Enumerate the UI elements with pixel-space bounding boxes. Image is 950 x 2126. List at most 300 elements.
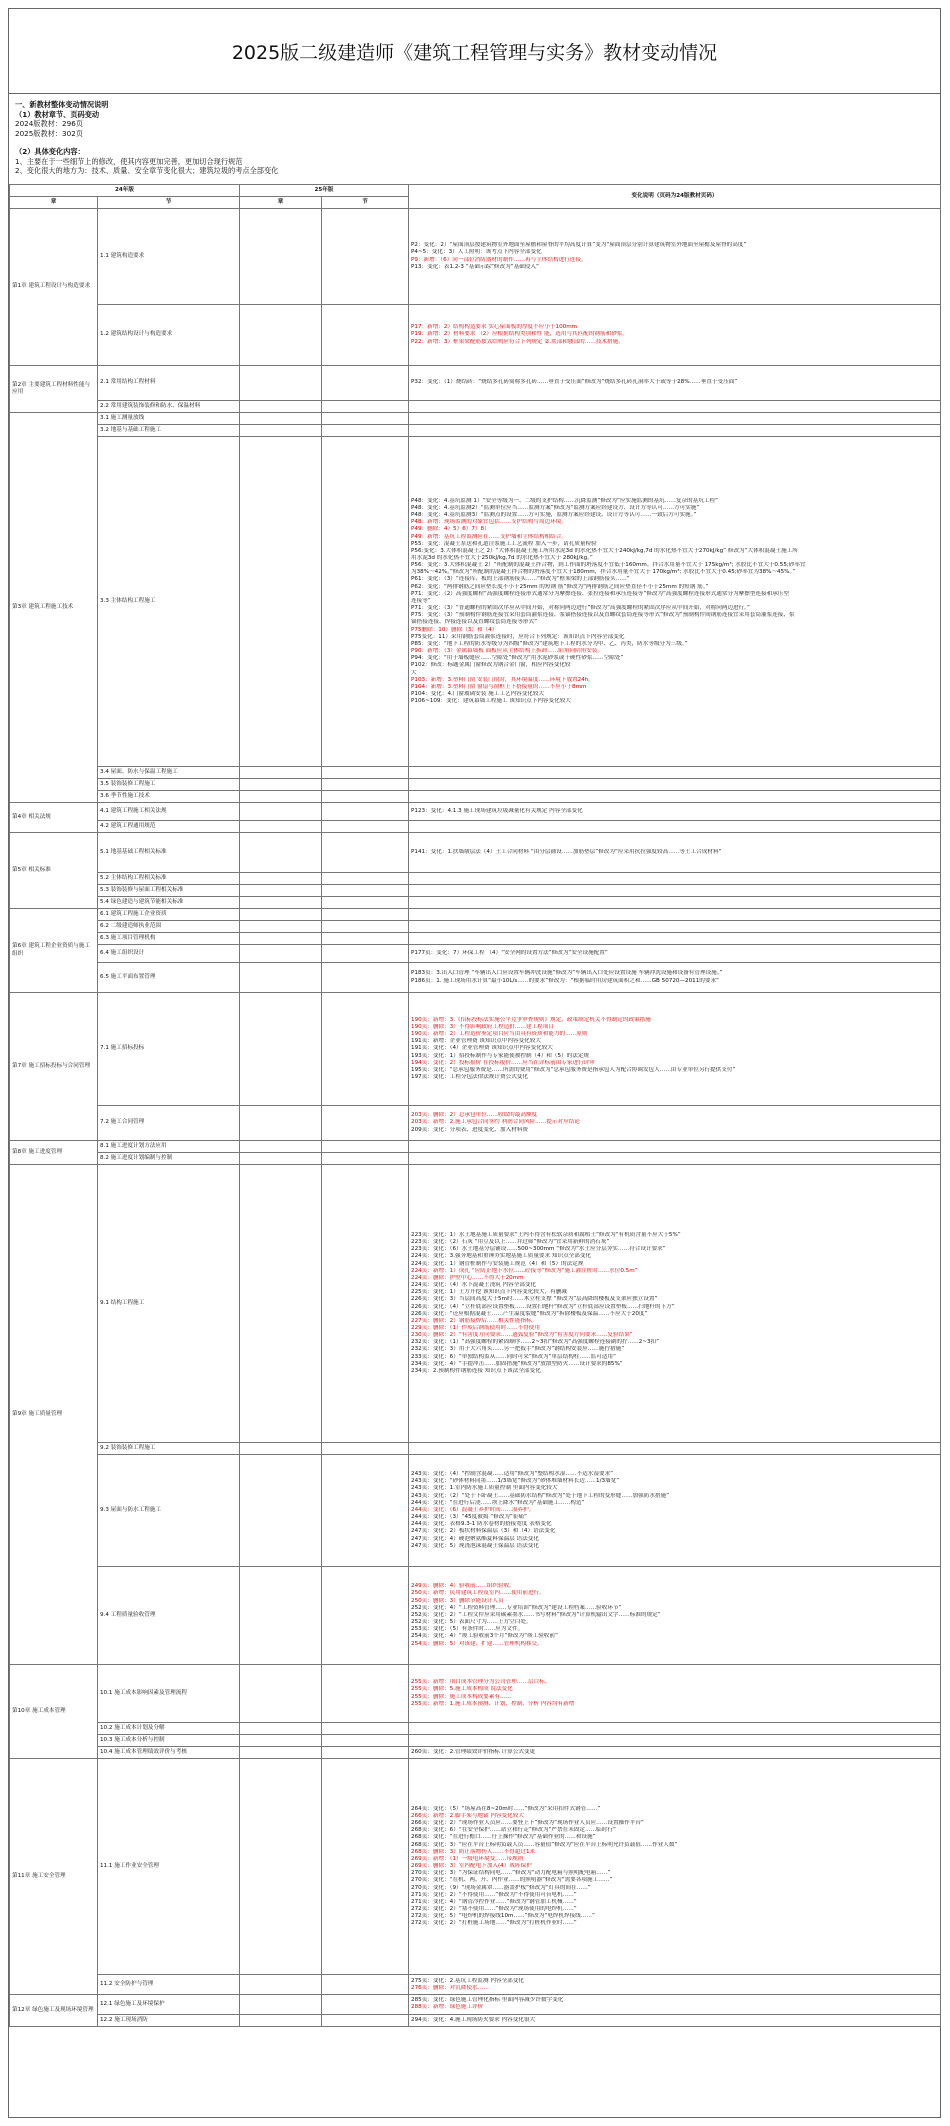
change-line: P123：变化：4.1.3 施工现场建筑垃圾减量化有关规定 内容全部变化 — [411, 807, 583, 814]
table-row — [10, 897, 941, 909]
empty-cell — [322, 791, 409, 803]
change-line: 193页：变化：1）招投标制作与专家能使被控制（4）和（5）的法定规 — [411, 1052, 590, 1059]
empty-cell — [240, 305, 322, 366]
table-row — [10, 945, 941, 963]
change-line: P106~109：变化：建筑幕墙工程施工 该知识点下内容变化较大 — [411, 698, 571, 705]
table-row — [10, 767, 941, 779]
header-section: 节 — [98, 197, 240, 209]
empty-cell — [240, 425, 322, 437]
change-line: P32：变化：（1）烧结砖：“烧结多孔砖简称多孔砖……垂直于受压面”修改为“烧结多孔砖孔洞率大于或等于28%……垂直于受压面” — [411, 379, 738, 386]
empty-cell — [322, 401, 409, 413]
section-cell: 9.3 屋面与防水工程施工 — [98, 1455, 240, 1567]
empty-cell — [240, 1665, 322, 1723]
empty-cell — [240, 366, 322, 401]
change-line: 252页：变化：4）“工程资料管理……专业培训”修改为“建设工程档案……验收环节” — [411, 1604, 622, 1611]
empty-cell — [322, 909, 409, 921]
change-line: P71：变化：（2）高强度螺栓“高强度螺栓连接形式通常分为摩擦连接、张拉连接和承压连接等”修改为“高强度螺栓连接形式通常分为摩擦型连接和承压型 — [411, 590, 789, 597]
empty-cell — [322, 1975, 409, 1995]
table-row — [10, 1735, 941, 1747]
change-line: 270页：变化：“在机、两、开、内作业……的照明器”修改为“需要各项施工……” — [411, 1877, 613, 1884]
chapter-cell: 第9章 施工质量管理 — [10, 1165, 98, 1665]
change-line: 294页：变化：4.施工现场防火要求 内容变化很大 — [411, 2016, 536, 2023]
change-line: 270页：变化：3）“为保证结构同电……”修改为“动力配电箱与照明配电箱……” — [411, 1870, 611, 1877]
table-row — [10, 791, 941, 803]
empty-cell — [240, 1975, 322, 1995]
change-cell — [409, 1153, 941, 1165]
subsection-heading: （1）教材章节、页码变动 — [15, 109, 100, 119]
change-line: 288页：新增：绿色施工评价 — [411, 2004, 484, 2011]
empty-cell — [322, 885, 409, 897]
section-cell: 2.1 常用结构工程材料 — [98, 366, 240, 401]
change-cell — [409, 833, 941, 873]
table-row — [10, 437, 941, 767]
change-line: 270页：变化：（9）“现场金属罩……器盖护板”修改为“灯具的间在……” — [411, 1884, 591, 1891]
chapter-cell: 第10章 施工成本管理 — [10, 1665, 98, 1759]
change-line: 锚搭接连接、焊接连接以及直螺纹套筒连接等形式” — [411, 619, 537, 626]
change-line: 247页：变化：4）硬泡聚氨酯夏料保温层 语法变化 — [411, 1535, 539, 1542]
change-table — [9, 184, 941, 2027]
empty-cell — [240, 833, 322, 873]
empty-cell — [322, 1759, 409, 1975]
chapter-cell: 第1章 建筑工程设计与构造要求 — [10, 209, 98, 366]
section-cell: 1.1 建筑构造要求 — [98, 209, 240, 305]
change-line: 用水泥3d 的水化热不宜大于250kJ/kg,7d 的水化热不宜大于 280kJ/kg。” — [411, 555, 593, 562]
change-line: 249页：删除：4）验收前……组织验收。 — [411, 1583, 515, 1590]
empty-cell — [240, 993, 322, 1106]
empty-cell — [240, 1455, 322, 1567]
empty-cell — [322, 945, 409, 963]
empty-cell — [240, 897, 322, 909]
change-cell — [409, 1735, 941, 1747]
change-cell — [409, 1165, 941, 1443]
empty-cell — [240, 963, 322, 993]
empty-cell — [322, 921, 409, 933]
section-cell: 8.2 施工进度计划编制与控制 — [98, 1153, 240, 1165]
empty-cell — [240, 1443, 322, 1455]
empty-cell — [322, 1141, 409, 1153]
change-line: 243页：变化：“砂体材料同墨……1/3墙宽”修改为“砂体堆墙材料长边……1/3墙宽” — [411, 1478, 620, 1485]
change-cell — [409, 921, 941, 933]
change-line: P75删除：10）删除（3）和（4） — [411, 626, 498, 633]
change-line: 250页：删除：3）删除节能设计人员 — [411, 1597, 504, 1604]
table-row — [10, 1995, 941, 2014]
header-2025: 25年版 — [240, 185, 409, 197]
change-line: 190页：新增：3.《招标投标法实施公平竞争审查规则》规定，政策制定机关不得制定的政策措施 — [411, 1016, 651, 1023]
empty-cell — [240, 1106, 322, 1141]
table-row — [10, 933, 941, 945]
change-cell — [409, 1665, 941, 1723]
change-line: 243页：变化：（4）“控制含混凝……适用”修改为“整结构水湿……不适水湿要求” — [411, 1471, 614, 1478]
change-line: 为38%～42%。”修改为“所配制的混凝土拌合物的坍落度不宜大于180mm，拌合水用量不宜大于 170kg/m³; 水胶比不宜大于0.45;砂率宜为38%～45%。” — [411, 569, 796, 576]
change-line: 272页：变化：2）“塞不使用……”修改为“现场使用的电焊机……” — [411, 1906, 577, 1913]
section-cell: 6.4 施工组织设计 — [98, 945, 240, 963]
empty-cell — [240, 1723, 322, 1735]
change-line: P104：变化：4.门窗玻璃安装 施工工艺内容变化较大 — [411, 690, 545, 697]
change-line: 191页：变化：（4）企业管理费 该知识点中内容变化较大 — [411, 1045, 553, 1052]
change-cell — [409, 821, 941, 833]
change-line: 244页：变化：（6）混凝土养护时间……湿养护。 — [411, 1506, 535, 1513]
table-row — [10, 873, 941, 885]
empty-cell — [322, 1106, 409, 1141]
table-row — [10, 821, 941, 833]
document-title: 2025版二级建造师《建筑工程管理与实务》教材变动情况 — [9, 9, 940, 94]
page-count-2025: 2025版教材：302页 — [15, 129, 83, 139]
empty-cell — [322, 1747, 409, 1759]
change-line: 203页：新增：2.施工承包合同签约 利润合同风险……提示对应结论 — [411, 1119, 580, 1126]
change-cell — [409, 945, 941, 963]
change-line: P102：修改：标题金属门窗修改为钢合金门窗，相应内容变化较 — [411, 662, 571, 669]
section-cell: 12.1 绿色施工及环境保护 — [98, 1995, 240, 2014]
change-line: 272页：变化：2）“打桩施工场地……”修改为“打桩机作业时……” — [411, 1920, 577, 1927]
change-cell — [409, 1567, 941, 1665]
table-row — [10, 1747, 941, 1759]
change-line: P49：新增：基坑工程监测应在……支护墙和主体结构相结合。 — [411, 533, 567, 540]
empty-cell — [240, 2014, 322, 2026]
empty-cell — [240, 779, 322, 791]
intro-item: 2、变化很大的地方为：技术、质量、安全章节变化很大；建筑垃圾的考点全部变化 — [15, 166, 279, 176]
section-cell: 2.2 常用建筑装饰装修和防水、保温材料 — [98, 401, 240, 413]
section-cell: 11.2 安全防护与管理 — [98, 1975, 240, 1995]
table-row — [10, 305, 941, 366]
chapter-cell: 第8章 施工进度管理 — [10, 1141, 98, 1165]
change-line: 195页：变化：“总承包服务费是……所需的费用”修改为“总承包服务费是指承包人为配合协调发包人……由专业单位另行提供支付” — [411, 1066, 736, 1073]
section-cell: 10.4 施工成本管理绩效评价与考核 — [98, 1747, 240, 1759]
change-line: P141：变化：1.扶墙墩层法（4）土工合同材料 “由分层铺设……加筋垫层”修改为“应采用抗拉强度较高……等土工合成材料” — [411, 848, 722, 855]
table-row — [10, 1759, 941, 1975]
section-cell: 3.4 屋面、防水与保温工程施工 — [98, 767, 240, 779]
change-line: 253页：变化：（5）有条件时……应为文件。 — [411, 1626, 524, 1633]
section-cell: 5.4 绿色建造与建筑节能相关标准 — [98, 897, 240, 909]
empty-cell — [322, 821, 409, 833]
change-line: 大 — [411, 669, 417, 676]
section-cell: 3.5 装饰装修工程施工 — [98, 779, 240, 791]
change-line: P19：新增：2）材料要求 （2）应根据结构类别和性 能，选用与其匹配的钢筋和砂浆。 — [411, 331, 628, 338]
empty-cell — [240, 885, 322, 897]
empty-cell — [322, 873, 409, 885]
empty-cell — [240, 803, 322, 821]
table-row — [10, 413, 941, 425]
table-row — [10, 2014, 941, 2026]
change-line: P55：变化：混凝土泵送和孔道注浆施工工艺流程 加入一步，请孔质量检验 — [411, 540, 597, 547]
change-line: P75：变化：（3）“预制构件钢筋连接宜采用套筒灌浆连接、浆锚搭接连接以及直螺纹套筒连接等形式”修改为“预制构件间钢筋连接宜采用套筒灌浆连接、浆 — [411, 612, 795, 619]
change-cell — [409, 791, 941, 803]
change-line: P48：变化：4.基坑监测 1）“安全等级为一、二级的支护结构……沉降监测”修改为“应实施监测的基坑……复杂的基坑工程” — [411, 497, 718, 504]
empty-cell — [322, 366, 409, 401]
change-line: 264页：变化：（5）“场屋高在8~20m时……”修改为“采用扣件式钢管……” — [411, 1805, 601, 1812]
section-cell: 10.1 施工成本影响因素及管理流程 — [98, 1665, 240, 1723]
change-line: 224页：删除：护壁中心……不得大于20mm — [411, 1274, 524, 1281]
change-line: P56:变化：3.大体积混凝土之 2）“大体积混凝土施工所用水泥3d 的水化热不宜大于240kJ/kg,7d 的水化热不宜大于270kJ/kg” 修改为“大体积混凝土施工所 — [411, 547, 798, 554]
section-cell: 4.2 建筑工程通用规范 — [98, 821, 240, 833]
change-cell — [409, 437, 941, 767]
empty-cell — [322, 1443, 409, 1455]
section-cell: 10.2 施工成本计划及分解 — [98, 1723, 240, 1735]
change-line: 255页：删除：5.施工成本构成 说法变化 — [411, 1686, 513, 1693]
table-row — [10, 1567, 941, 1665]
section-cell: 5.3 装饰装修与屋面工程相关标准 — [98, 885, 240, 897]
table-row — [10, 209, 941, 305]
change-line: P94：变化：“用于墙板缝应……空隙处”修改为“用水泥砂浆或干硬性砂浆……空隙处” — [411, 655, 624, 662]
change-cell — [409, 803, 941, 821]
empty-cell — [240, 933, 322, 945]
change-line: 227页：删除：2）钢筋接焊后……相关性能指标。 — [411, 1317, 538, 1324]
change-line: 254页：变化：4）“竣工验收前3个月”修改为“竣工验收前” — [411, 1633, 558, 1640]
header-2024: 24年版 — [10, 185, 240, 197]
change-line: 连接等” — [411, 597, 431, 604]
empty-cell — [240, 821, 322, 833]
table-row — [10, 425, 941, 437]
change-line: 226页：变化：“还应根据混凝土……产生温度裂缝”修改为“拆除楼板及保温……不应大于20度” — [411, 1310, 648, 1317]
change-line: 285页：变化：绿色施工管理化指标 里面内容减少许数字变化 — [411, 1997, 564, 2004]
change-line: 223页：变化：1）水土地基施工质量要求“土内不得含有松软杂质和腐植土”修改为“有机质含量不应大于5%” — [411, 1231, 681, 1238]
header-change: 变化说明（页码为24版教材页码） — [409, 185, 941, 209]
change-line: P49：删除：4）5）6）7）8） — [411, 526, 490, 533]
change-line: 252页：变化：5）表面尺寸为……上方空白处。 — [411, 1619, 532, 1626]
empty-cell — [322, 767, 409, 779]
empty-cell — [240, 1735, 322, 1747]
change-line: 243页：变化：1.室内防水施工质量控制 里面内容变化较大 — [411, 1485, 558, 1492]
empty-cell — [240, 791, 322, 803]
change-line: P75变化：11）采用钢筋套筒灌浆连接时，应符合下列规定：该知识点下内容全部变化 — [411, 633, 625, 640]
change-line: P48：变化：4.基坑监测3）“监测点的设置……方可实施，监测方案应经建设、设计方等认可……一致后方可实施。” — [411, 512, 697, 519]
empty-cell — [322, 963, 409, 993]
change-line: 223页：变化：（6）水土地基分层铺设……500~300mm “修改为”水土应分层夯实……符合设计要求” — [411, 1246, 666, 1253]
change-line: 269页：新增：（1）一级电环境变……带规则 — [411, 1855, 524, 1862]
section-cell: 3.2 地基与基础工程施工 — [98, 425, 240, 437]
header-chapter: 章 — [10, 197, 98, 209]
empty-cell — [240, 1567, 322, 1665]
table-row — [10, 1455, 941, 1567]
change-line: 224页：变化：（4）水下混凝土浇筑 内容全部变化 — [411, 1282, 537, 1289]
change-cell — [409, 933, 941, 945]
empty-cell — [322, 1165, 409, 1443]
page-count-2024: 2024版教材：296页 — [15, 119, 83, 129]
change-cell — [409, 885, 941, 897]
change-line: 255页：新增：项目成本管理分为公司管理……层目标。 — [411, 1679, 551, 1686]
change-cell — [409, 305, 941, 366]
section-cell: 5.1 地基基础工程相关标准 — [98, 833, 240, 873]
change-line: 190页：新增：2）工程造价鉴定项目应当由具有资质和能力的……原则 — [411, 1031, 588, 1038]
empty-cell — [240, 437, 322, 767]
table-row — [10, 1443, 941, 1455]
change-cell — [409, 1995, 941, 2014]
change-cell — [409, 767, 941, 779]
change-cell — [409, 1759, 941, 1975]
empty-cell — [240, 873, 322, 885]
section-heading: 一、新教材整体变动情况说明 — [15, 100, 109, 109]
table-row — [10, 1153, 941, 1165]
change-line: 247页：变化：5）现浇泡沫混凝土保温层 语法变化 — [411, 1542, 539, 1549]
chapter-cell: 第2章 主要建筑工程材料性能与应用 — [10, 366, 98, 413]
section-cell: 12.2 施工现场消防 — [98, 2014, 240, 2026]
change-line: 271页：变化：2）“不得使用……”修改为“不得使用可台电机……” — [411, 1891, 577, 1898]
change-line: 268页：变化：3）“应在平台上标明负载人员……容量值”修改为“应在平台上标明允许负载值……作业人数” — [411, 1841, 678, 1848]
change-line: P186页：1. 施工现场用水计算“最小10L/s……的要求”修改为：“根据临时用房建筑面积之和……GB 50720—2011的要求” — [411, 977, 719, 984]
empty-cell — [322, 1735, 409, 1747]
section-cell: 9.1 结构工程施工 — [98, 1165, 240, 1443]
change-line: P90：新增：（3）金属幕墙板 面板应从主体结构上拆卸……阳角向阴角安装。 — [411, 648, 604, 655]
change-line: P104：新增：3.塑料门窗 窗扇与窗框上下搭接量的……不应小于8mm — [411, 683, 587, 690]
table-row — [10, 366, 941, 401]
change-cell — [409, 1723, 941, 1735]
change-cell — [409, 1455, 941, 1567]
empty-cell — [240, 1153, 322, 1165]
section-cell: 7.1 施工招标投标 — [98, 993, 240, 1106]
empty-cell — [322, 1153, 409, 1165]
change-line: 229页：删除：（1）作废后钢筋使用时……不得使用 — [411, 1325, 540, 1331]
change-cell — [409, 993, 941, 1106]
section-cell: 4.1 建筑工程施工相关法规 — [98, 803, 240, 821]
chapter-cell: 第11章 施工安全管理 — [10, 1759, 98, 1995]
change-line: 275页：变化：2.基坑工程监测 内容全部变化 — [411, 1977, 524, 1984]
change-line: P56：变化：3.大体积混凝土 2）“所配制的混凝土拌合物，到工作面的坍落度不宜低于160mm。拌合水用量不宜大于 175kg/m³; 水胶比不宜大于0.55;砂率宜 — [411, 562, 806, 569]
change-cell — [409, 873, 941, 885]
change-line: 209页：变化：分项表、进度变化、加入材料费 — [411, 1126, 528, 1133]
change-line: 233页：变化：6）“单独结构监从……同时可采”修改为“单层结构柱……监可适用” — [411, 1353, 616, 1360]
empty-cell — [322, 1455, 409, 1567]
section-cell: 6.5 施工平面布置管理 — [98, 963, 240, 993]
change-line: P13：变化：表1.2-3 “基础示踪”修改为“基础侵入” — [411, 263, 539, 270]
table-row — [10, 1106, 941, 1141]
intro-item: 1、主要在于一些细节上的修改，使其内容更加完善，更加切合现行规范 — [15, 156, 243, 166]
empty-cell — [240, 413, 322, 425]
change-line: 232页：变化：3）用于大六角头……另一把扳手“修改为”钢结构安装应……施拧措施” — [411, 1346, 625, 1353]
change-cell — [409, 1106, 941, 1141]
section-cell: 7.2 施工合同管理 — [98, 1106, 240, 1141]
change-line: 269页：删除：3）室内配电下加入(4）战阵保护 — [411, 1863, 532, 1870]
table-row — [10, 921, 941, 933]
chapter-cell: 第4章 相关法规 — [10, 803, 98, 833]
change-line: 224页：变化：3.强夯地基和重锤夯实地基施工质量要求 知识点全部变化 — [411, 1253, 592, 1260]
change-cell — [409, 366, 941, 401]
empty-cell — [240, 1747, 322, 1759]
table-row — [10, 1141, 941, 1153]
change-line: 191页：新增：企业管理费 该知识点中内容变化较大 — [411, 1038, 541, 1045]
section-cell: 3.1 施工测量放线 — [98, 413, 240, 425]
change-cell — [409, 909, 941, 921]
change-line: P71：变化：（3）“普通螺栓的紧固次序应从中间开始，对称向两边进行”修改为“高强度螺栓的紧固次序应从中间开始，对称向两边进行。” — [411, 605, 750, 612]
change-line: 234页：2.预制构件钢筋连接 知识点下该法全部变化 — [411, 1367, 541, 1374]
empty-cell — [240, 1165, 322, 1443]
empty-cell — [240, 1141, 322, 1153]
table-row — [10, 1975, 941, 1995]
chapter-cell: 第7章 施工招标投标与合同管理 — [10, 993, 98, 1141]
header-chapter-2025: 章 — [240, 197, 322, 209]
table-row — [10, 993, 941, 1106]
change-line: 225页：变化：1）土方开挖 该知识点下内容变化较大，有删减 — [411, 1289, 567, 1296]
change-line: 234页：变化：4）“手提冲击……加固措施”修改为“放散型防火……设计要求的85%” — [411, 1360, 623, 1367]
section-cell: 11.1 施工作业安全管理 — [98, 1759, 240, 1975]
chapter-cell: 第3章 建筑工程施工技术 — [10, 413, 98, 803]
change-line: P103：新增：3.塑料门窗 安装门窗时，其环境温度……环境下放置24h。 — [411, 676, 594, 683]
chapter-cell: 第6章 建筑工程企业资质与施工组织 — [10, 909, 98, 993]
table-row — [10, 833, 941, 873]
empty-cell — [322, 1995, 409, 2014]
section-cell: 8.1 施工进度计划方法应用 — [98, 1141, 240, 1153]
change-line: 226页：变化：（4）“立杆底部应设置垫板……设置扫地杆”修改为“立杆底部应设置垫板……扫地杆的下方” — [411, 1303, 675, 1310]
empty-cell — [240, 909, 322, 921]
change-line: P9：新增：（6）同一部位消防器材的制作……再与主体结构进行连接。 — [411, 256, 587, 263]
change-line: P48：新增：现场监测的对象宜包括……支护结构与周边环境。 — [411, 519, 567, 526]
section-cell: 10.3 施工成本分析与控制 — [98, 1735, 240, 1747]
change-line: 266页：变化：2）“现场作业人员应……要登上下”修改为“现场作业人员应……设置操作平台” — [411, 1820, 644, 1827]
change-line: 244页：变化：（3）“45度被捣 “修改为”崔痛” — [411, 1514, 527, 1521]
change-cell — [409, 1443, 941, 1455]
section-cell: 3.6 季节性施工技术 — [98, 791, 240, 803]
change-line: P4~5：变化：3）人工照明：该考点下内容全部变化 — [411, 249, 542, 256]
change-line: 252页：变化：2）“工程文件应采用碳素墨水……书写材料”修改为“计算机输出文字……标准的规定” — [411, 1611, 661, 1618]
chapter-cell: 第12章 绿色施工及现场环境管理 — [10, 1995, 98, 2026]
empty-cell — [322, 779, 409, 791]
change-line: 255页：新增：1.施工成本预测、计划、控制、分析 内容均有新增 — [411, 1700, 575, 1707]
table-row — [10, 1165, 941, 1443]
empty-cell — [322, 803, 409, 821]
header-section-2025: 节 — [322, 197, 409, 209]
empty-cell — [322, 897, 409, 909]
section-cell: 1.2 建筑结构设计与构造要求 — [98, 305, 240, 366]
table-row — [10, 885, 941, 897]
intro-section — [9, 94, 940, 184]
empty-cell — [322, 413, 409, 425]
change-line: 223页：变化：（2）石灰 “用豆及以上……并过筛”修改为“宜采用新鲜的消石灰” — [411, 1239, 610, 1246]
section-cell: 9.4 工程质量验收管理 — [98, 1567, 240, 1665]
empty-cell — [322, 209, 409, 305]
change-line: P62：变化：“两排钢筋之间应垫长度不小于25mm 的短钢 筋”修改为“两排钢筋之间应垫直径不小于25mm 的短钢 筋。” — [411, 583, 709, 590]
change-line: P2：变化：2）“屋面顶层按建筑物室外地面至屋檐和屋脊的平均高度计算”变为“屋面顶层分别计算建筑物室外地面至屋檐及屋脊的高度” — [411, 242, 747, 249]
empty-cell — [322, 1567, 409, 1665]
change-line: 197页：变化：工程分包法律法规计费公式变化 — [411, 1074, 528, 1081]
table-row — [10, 963, 941, 993]
empty-cell — [322, 2014, 409, 2026]
change-cell — [409, 963, 941, 993]
change-cell — [409, 1141, 941, 1153]
change-line: 194页：变化：2）投标报价 在投标报价……应当在评标前由专家进行评审 — [411, 1059, 595, 1066]
section-cell: 9.2 装饰装修工程施工 — [98, 1443, 240, 1455]
change-line: 230页：删除：2）“有害度方向要求……遗弧复验”修改为“有害度方向要求……复验结果” — [411, 1332, 633, 1339]
change-line: P22：新增：3）框架梁配筋按式结构应符合下列规定 ②.底部和腰部的……技术措施。 — [411, 338, 624, 345]
change-cell — [409, 779, 941, 791]
empty-cell — [322, 1723, 409, 1735]
empty-cell — [322, 437, 409, 767]
empty-cell — [322, 833, 409, 873]
change-line: P85：变化：“地下工程的防水等级分为四级”修改为“建筑地下工程的水分为甲、乙、丙类，防水等级分为三级。” — [411, 640, 688, 647]
change-line: 254页：删除：5）对该建、扩建……管理机构移交。 — [411, 1640, 543, 1647]
empty-cell — [240, 767, 322, 779]
change-cell — [409, 1975, 941, 1995]
empty-cell — [322, 1665, 409, 1723]
table-row — [10, 803, 941, 821]
change-line: 226页：变化：3）当层间高度大于5m时……木立柱支撑 “修改为”层高降的楼板及支架应独立设置” — [411, 1296, 658, 1303]
empty-cell — [240, 1759, 322, 1975]
change-line: 271页：变化：4）“钢管冷控作业……”修改为“钢管加工机械……” — [411, 1898, 577, 1905]
section-cell: 6.3 施工项目管理机构 — [98, 933, 240, 945]
empty-cell — [322, 425, 409, 437]
table-row — [10, 909, 941, 921]
change-line: 244页：变化：“在进行后浇……坝上降水”修改为“基础施工……构造” — [411, 1499, 585, 1506]
chapter-cell: 第5章 相关标准 — [10, 833, 98, 909]
section-cell: 5.2 主体结构工程相关标准 — [98, 873, 240, 885]
change-cell — [409, 209, 941, 305]
change-cell — [409, 1747, 941, 1759]
empty-cell — [240, 921, 322, 933]
change-line: 272页：变化：5）“电焊机的焊接线10m……”修改为“电焊机焊接线……” — [411, 1913, 595, 1920]
change-cell — [409, 2014, 941, 2026]
change-line: 224页：新增：1）成孔 “应防止地下水位……砼接等”修改为“施工灌注桩时……水位0.5m” — [411, 1267, 638, 1274]
change-line: 190页：删除：3）不得影响政府工程造价……建工程项目 — [411, 1023, 554, 1030]
change-line: 224页：变化：1）钢管桩制作与安装施工规范（4）和（5）的法定规 — [411, 1260, 584, 1267]
change-line: P61：变化：（3）“连接库、板的上部钢筋接头……”修改为“框架梁的上部钢筋接头……” — [411, 576, 630, 583]
table-row — [10, 779, 941, 791]
